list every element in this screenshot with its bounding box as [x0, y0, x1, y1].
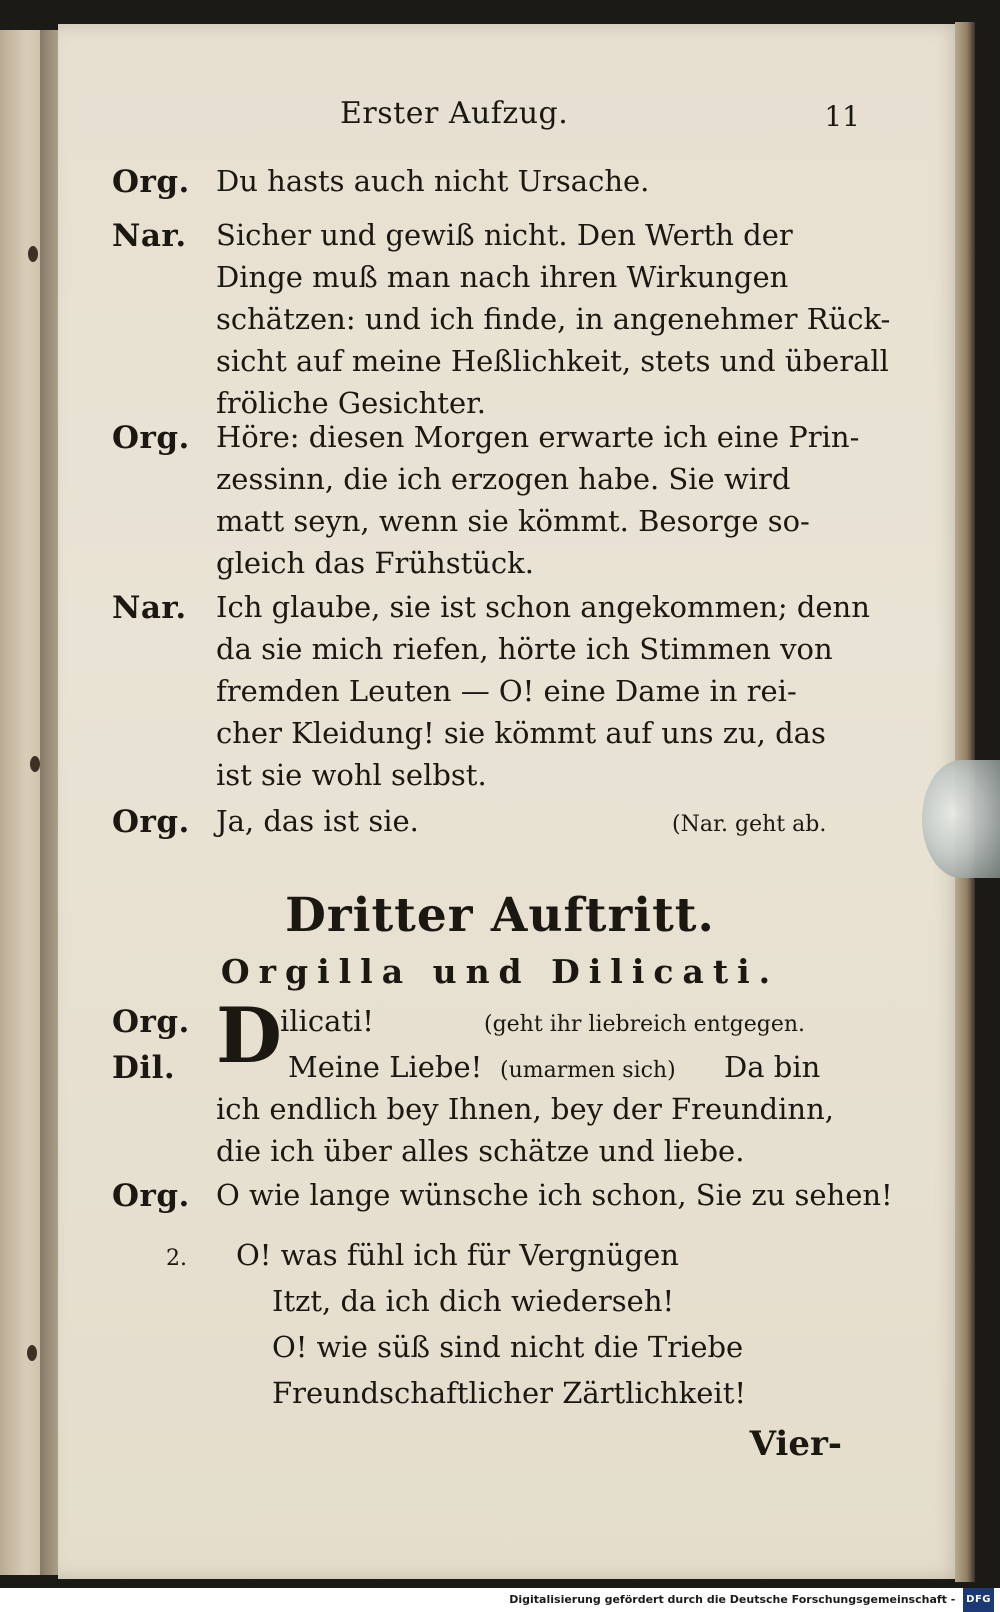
- speech-line: gleich das Frühstück.: [216, 546, 534, 580]
- scene-title: Dritter Auftritt.: [285, 888, 715, 943]
- scene-persons: Orgilla und Dilicati.: [220, 952, 780, 991]
- speech-line: da sie mich riefen, hörte ich Stimmen von: [216, 632, 833, 666]
- speech-line: Sicher und gewiß nicht. Den Werth der: [216, 218, 793, 252]
- drop-cap: D: [216, 991, 282, 1080]
- dfg-logo: DFG: [963, 1588, 994, 1612]
- speech-line: Ich glaube, sie ist schon angekommen; denn: [216, 590, 870, 624]
- speaker-label: Org.: [112, 420, 190, 456]
- speaker-label: Org.: [112, 804, 190, 840]
- stage-direction: (geht ihr liebreich entgegen.: [484, 1012, 806, 1037]
- song-line: Itzt, da ich dich wiederseh!: [272, 1284, 675, 1318]
- speech-line: Da bin: [724, 1050, 821, 1084]
- page-number: 11: [824, 100, 860, 133]
- song-number: 2.: [166, 1246, 187, 1271]
- speech-line: cher Kleidung! sie kömmt auf uns zu, das: [216, 716, 826, 750]
- speech-line: schätzen: und ich finde, in angenehmer Rück-: [216, 302, 891, 336]
- stage-direction: (Nar. geht ab.: [672, 812, 827, 837]
- speech-line: fremden Leuten — O! eine Dame in rei-: [216, 674, 797, 708]
- speaker-label: Nar.: [112, 590, 187, 626]
- speaker-label: Org.: [112, 164, 190, 200]
- speech-line: ich endlich bey Ihnen, bey der Freundinn,: [216, 1092, 834, 1126]
- footer-text: Digitalisierung gefördert durch die Deutsche Forschungsgemeinschaft -: [509, 1593, 956, 1606]
- song-line: O! wie süß sind nicht die Triebe: [272, 1330, 744, 1364]
- speaker-label: Dil.: [112, 1050, 176, 1086]
- page-header: [340, 96, 860, 140]
- speech-line: Dinge muß man nach ihren Wirkungen: [216, 260, 789, 294]
- speech-line: Höre: diesen Morgen erwarte ich eine Prin-: [216, 420, 860, 454]
- speech-line: matt seyn, wenn sie kömmt. Besorge so-: [216, 504, 810, 538]
- speech-line: Du hasts auch nicht Ursache.: [216, 164, 650, 198]
- song-line: O! was fühl ich für Vergnügen: [236, 1238, 679, 1272]
- speaker-label: Nar.: [112, 218, 187, 254]
- speech-line: ilicati!: [280, 1004, 374, 1038]
- digitization-footer: [0, 1588, 1000, 1612]
- speech-line: O wie lange wünsche ich schon, Sie zu sehen!: [216, 1178, 893, 1212]
- running-head: Erster Aufzug.: [340, 96, 569, 131]
- catchword: Vier-: [749, 1424, 842, 1464]
- speech-line: zessinn, die ich erzogen habe. Sie wird: [216, 462, 791, 496]
- song-line: Freundschaftlicher Zärtlichkeit!: [272, 1376, 746, 1410]
- speech-line: die ich über alles schätze und liebe.: [216, 1134, 745, 1168]
- speech-line: Ja, das ist sie.: [216, 804, 419, 838]
- speech-line: Meine Liebe!: [288, 1050, 483, 1084]
- speech-line: sicht auf meine Heßlichkeit, stets und überall: [216, 344, 889, 378]
- stage-direction: (umarmen sich): [500, 1058, 676, 1083]
- speaker-label: Org.: [112, 1178, 190, 1214]
- speech-line: fröliche Gesichter.: [216, 386, 487, 420]
- speaker-label: Org.: [112, 1004, 190, 1040]
- speech-line: ist sie wohl selbst.: [216, 758, 487, 792]
